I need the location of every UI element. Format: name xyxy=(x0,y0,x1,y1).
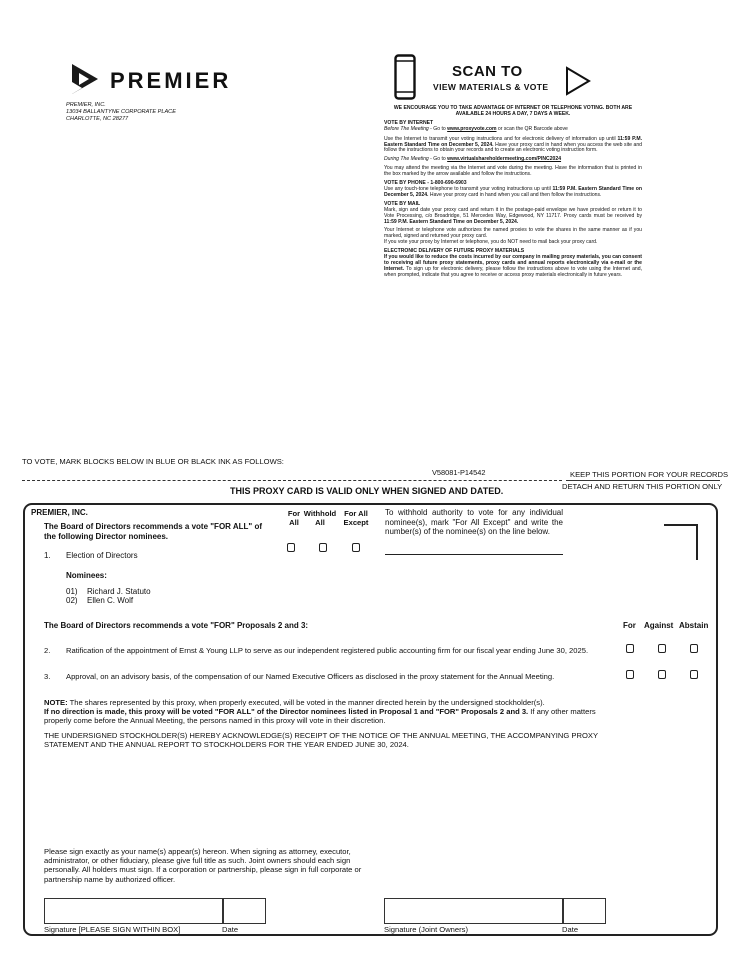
for-all-except-checkbox[interactable] xyxy=(352,543,360,552)
signature-box[interactable] xyxy=(44,898,224,924)
company-address xyxy=(66,102,176,123)
proxyvote-link[interactable]: www.proxyvote.com xyxy=(447,125,497,132)
board-recommendation-2: The Board of Directors recommends a vote "FOR" Proposals 2 and 3: xyxy=(44,621,309,630)
internet-body: Use the Internet to transmit your voting instructions and for electronic delivery of information up until 11:59 P.M. Eastern Standard Time on December 5, 2024. Have your proxy card in hand when you access the web site and follow the instructions to obtain your records and to create an electronic voting instruction form. xyxy=(384,135,642,154)
phone-heading: VOTE BY PHONE - 1-800-690-6903 xyxy=(384,180,467,187)
col-against: Against xyxy=(644,621,674,630)
keep-portion-label: KEEP THIS PORTION FOR YOUR RECORDS xyxy=(570,470,729,479)
detach-label: DETACH AND RETURN THIS PORTION ONLY xyxy=(562,482,723,491)
col-for-all: For All xyxy=(287,509,301,528)
address-line: CHARLOTTE, NC 28277 xyxy=(66,116,129,122)
joint-signature-box[interactable] xyxy=(384,898,564,924)
signature-date-label: Date xyxy=(222,925,239,934)
item3-abstain-checkbox[interactable] xyxy=(690,670,698,679)
nominee-2-name: Ellen C. Wolf xyxy=(87,596,134,605)
nominees-heading: Nominees: xyxy=(66,571,107,580)
internet-heading: VOTE BY INTERNET xyxy=(384,119,434,126)
withhold-all-checkbox[interactable] xyxy=(319,543,327,552)
item2-label: Ratification of the appointment of Ernst & Young LLP to serve as our independent registered public accounting firm for our fiscal year ending June 30, 2025. xyxy=(66,646,589,655)
mark-instruction: TO VOTE, MARK BLOCKS BELOW IN BLUE OR BLACK INK AS FOLLOWS: xyxy=(22,457,284,466)
address-line: 13034 BALLANTYNE CORPORATE PLACE xyxy=(66,109,176,115)
item1-number: 1. xyxy=(44,551,51,560)
withhold-instruction: To withhold authority to vote for any individual nominee(s), mark "For All Except" and write the number(s) of the nominee(s) on the line below. xyxy=(385,508,563,537)
authorize-text-1: Your Internet or telephone vote authorizes the named proxies to vote the shares in the same manner as if you marked, signed and returned your proxy card. xyxy=(384,227,642,240)
acknowledge-text: THE UNDERSIGNED STOCKHOLDER(S) HEREBY ACKNOWLEDGE(S) RECEIPT OF THE NOTICE OF THE ANNUAL MEETING, THE ACCOMPANYING PROXY STATEMENT AND THE ANNUAL REPORT TO STOCKHOLDERS FOR THE YEAR ENDED JUNE 30, 2024. xyxy=(44,731,598,750)
nominee-1-number: 01) xyxy=(66,587,78,596)
play-arrow-icon xyxy=(565,66,591,96)
signature-label: Signature [PLEASE SIGN WITHIN BOX] xyxy=(44,925,181,934)
control-id: V58081-P14542 xyxy=(432,468,486,477)
item3-for-checkbox[interactable] xyxy=(626,670,634,679)
item3-number: 3. xyxy=(44,672,51,681)
item2-number: 2. xyxy=(44,646,51,655)
premier-logo-mark-icon xyxy=(68,62,102,96)
item2-for-checkbox[interactable] xyxy=(626,644,634,653)
for-all-checkbox[interactable] xyxy=(287,543,295,552)
voting-instructions xyxy=(384,106,642,279)
mobile-phone-icon xyxy=(394,54,416,100)
card-company: PREMIER, INC. xyxy=(31,508,88,517)
scan-to-subtitle: VIEW MATERIALS & VOTE xyxy=(433,82,549,92)
company-logo-text: PREMIER xyxy=(110,68,232,93)
item2-against-checkbox[interactable] xyxy=(658,644,666,653)
joint-signature-date-label: Date xyxy=(562,925,579,934)
joint-signature-label: Signature (Joint Owners) xyxy=(384,925,468,934)
during-meeting-body: You may attend the meeting via the Internet and vote during the meeting. Have the information that is printed in the box marked by the arrow available and follow the instructions. xyxy=(384,165,642,178)
item2-abstain-checkbox[interactable] xyxy=(690,644,698,653)
virtual-meeting-link[interactable]: www.virtualshareholdermeeting.com/PINC2024 xyxy=(447,156,562,163)
nominee-1-name: Richard J. Statuto xyxy=(87,587,151,596)
before-meeting-line: Before The Meeting - Go to www.proxyvote.com or scan the QR Barcode above xyxy=(384,125,568,132)
col-for: For xyxy=(623,621,636,630)
keep-underline xyxy=(566,480,720,481)
address-line: PREMIER, INC. xyxy=(66,102,106,108)
instructions-lead: WE ENCOURAGE YOU TO TAKE ADVANTAGE OF INTERNET OR TELEPHONE VOTING. BOTH ARE AVAILABLE 24 HOURS A DAY, 7 DAYS A WEEK. xyxy=(393,105,633,117)
col-abstain: Abstain xyxy=(679,621,709,630)
board-recommendation-1: The Board of Directors recommends a vote "FOR ALL" of the following Director nominees. xyxy=(44,522,262,541)
authorize-text-2: If you vote your proxy by Internet or telephone, you do NOT need to mail back your proxy card. xyxy=(384,239,598,246)
note-text: NOTE: The shares represented by this proxy, when properly executed, will be voted in the manner directed herein by the undersigned stockholder(s). If no direction is made, this proxy will be voted "FOR ALL" of the Director nominees listed in Proposal 1 and "FOR" Proposals 2 and 3. If any other matters properly come before the Annual Meeting, the persons named in this proxy will vote in their discretion. xyxy=(44,698,596,726)
except-nominee-line[interactable] xyxy=(385,554,563,555)
item3-label: Approval, on an advisory basis, of the compensation of our Named Executive Officers as disclosed in the proxy statement for the Annual Meeting. xyxy=(66,672,555,681)
col-for-all-except: For All Except xyxy=(343,509,369,528)
mail-heading: VOTE BY MAIL xyxy=(384,200,421,207)
company-logo xyxy=(68,62,238,96)
nominee-2-number: 02) xyxy=(66,596,78,605)
joint-signature-date-box[interactable] xyxy=(562,898,606,924)
item3-against-checkbox[interactable] xyxy=(658,670,666,679)
during-meeting-line: During The Meeting - Go to www.virtualshareholdermeeting.com/PINC2024 xyxy=(384,156,562,163)
proxy-card xyxy=(23,503,718,936)
scan-to-title: SCAN TO xyxy=(452,63,523,80)
item1-label: Election of Directors xyxy=(66,551,138,560)
electronic-body: If you would like to reduce the costs incurred by our company in mailing proxy materials, you can consent to receiving all future proxy statements, proxy cards and annual reports electronically via e-mail or the Internet. To sign up for electronic delivery, please follow the instructions above to vote using the Internet and, when prompted, indicate that you agree to receive or access proxy materials electronically in future years. xyxy=(384,254,642,278)
corner-mark xyxy=(664,524,698,560)
electronic-heading: ELECTRONIC DELIVERY OF FUTURE PROXY MATERIALS xyxy=(384,248,525,255)
mail-body: Mark, sign and date your proxy card and return it in the postage-paid envelope we have provided or return it to Vote Processing, c/o Broadridge, 51 Mercedes Way, Edgewood, NY 11717. Proxy cards must be received by 11:59 P.M. Eastern Standard Time on December 5, 2024. xyxy=(384,206,642,225)
valid-notice: THIS PROXY CARD IS VALID ONLY WHEN SIGNED AND DATED. xyxy=(230,486,504,496)
col-withhold-all: Withhold All xyxy=(303,509,337,528)
signature-date-box[interactable] xyxy=(222,898,266,924)
tear-line xyxy=(22,480,562,481)
sign-instruction: Please sign exactly as your name(s) appear(s) hereon. When signing as attorney, executor, administrator, or other fiduciary, please give full title as such. Joint owners should each sign personally. All holders must sign. If a corporation or partnership, please sign in full corporate or partnership name by authorized officer. xyxy=(44,847,362,884)
phone-body: Use any touch-tone telephone to transmit your voting instructions up until 11:59 P.M. Eastern Standard Time on December 5, 2024. Have your proxy card in hand when you call and then follow the instructions. xyxy=(384,185,642,198)
